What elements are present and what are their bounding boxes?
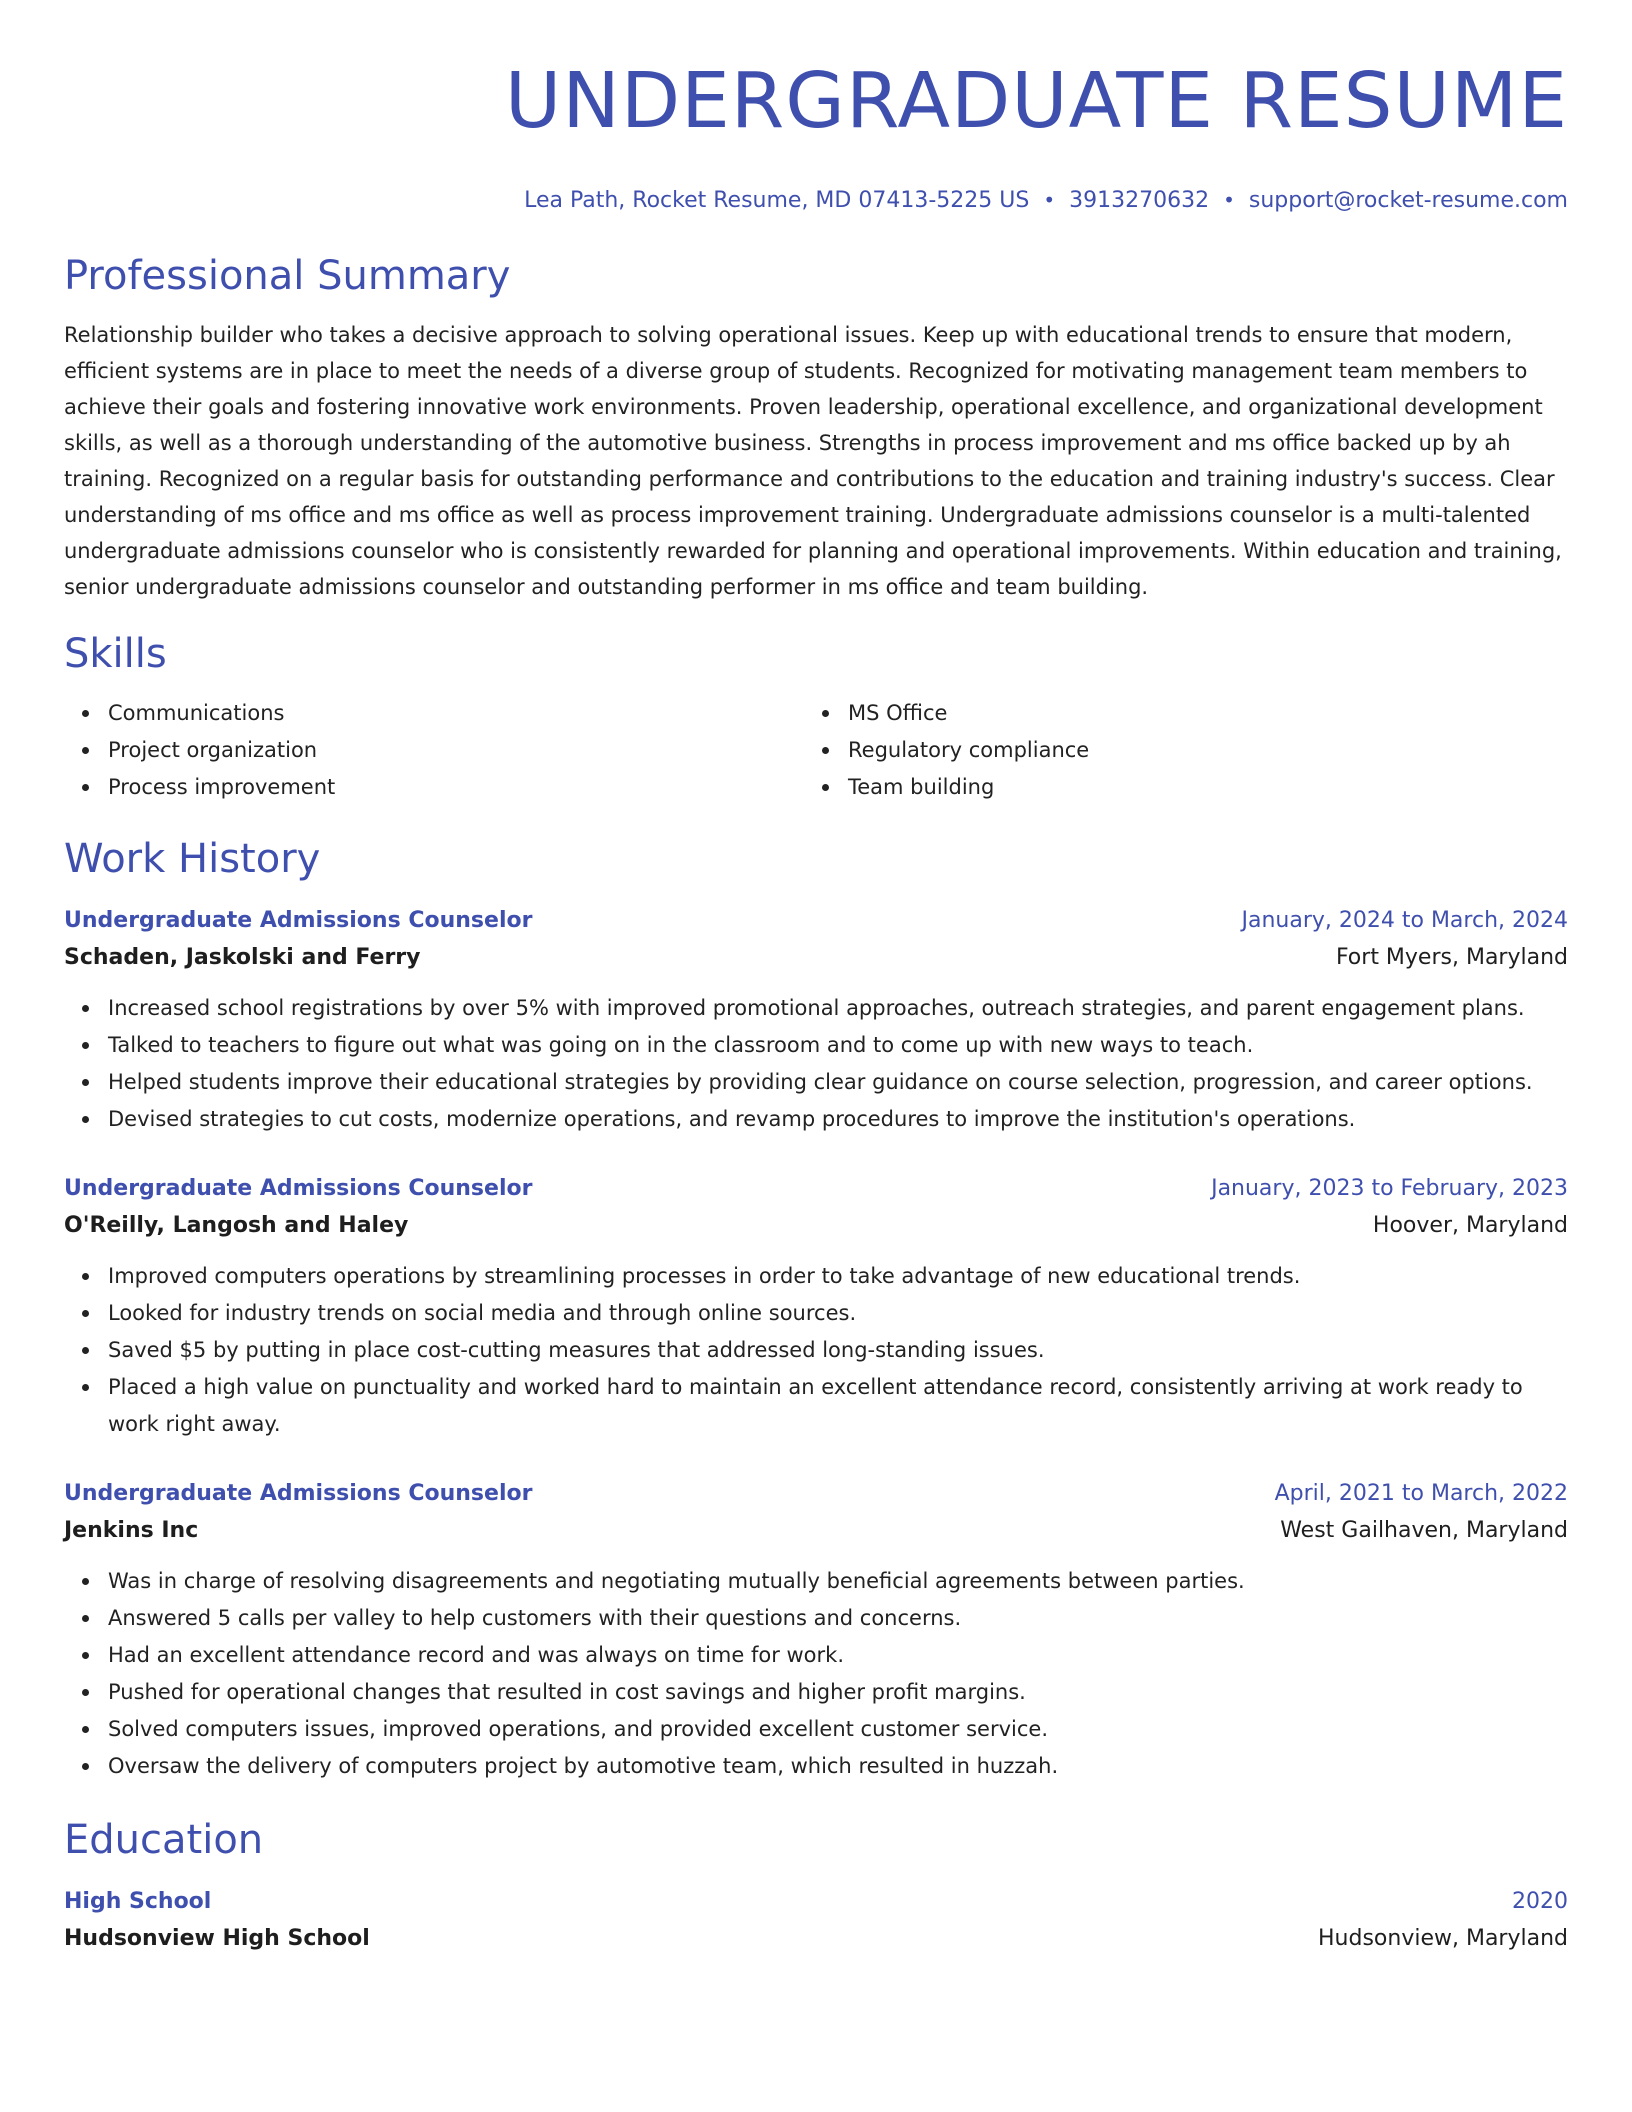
job-title: Undergraduate Admissions Counselor <box>64 908 533 933</box>
job-entry <box>64 1479 1568 1785</box>
job-location: Hoover, Maryland <box>1372 1213 1568 1238</box>
section-title-skills: Skills <box>64 631 167 677</box>
summary-section <box>64 251 1568 605</box>
contact-phone: 3913270632 <box>1069 188 1210 213</box>
job-entry <box>64 1174 1568 1443</box>
job-bullet: Was in charge of resolving disagreements and negotiating mutually beneficial agreements between parties. <box>108 1563 1568 1600</box>
skills-grid <box>64 695 1568 806</box>
job-bullets <box>64 990 1568 1138</box>
skills-section <box>64 629 1568 806</box>
skill-item: Project organization <box>108 732 804 769</box>
job-bullet: Answered 5 calls per valley to help customers with their questions and concerns. <box>108 1600 1568 1637</box>
job-header-row <box>64 1479 1568 1509</box>
resume-header <box>64 56 1568 215</box>
job-bullets <box>64 1258 1568 1443</box>
summary-text: Relationship builder who takes a decisive approach to solving operational issues. Keep up with educational trends to ensure that modern, efficient systems are in place to meet the needs of a diverse group of students. Recognized for motivating management team members to achieve their goals and fostering innovative work environments. Proven leadership, operational excellence, and organizational development skills, as well as a thorough understanding of the automotive business. Strengths in process improvement and ms office backed up by ah training. Recognized on a regular basis for outstanding performance and contributions to the education and training industry's success. Clear understanding of ms office and ms office as well as process improvement training. Undergraduate admissions counselor is a multi-talented undergraduate admissions counselor who is consistently rewarded for planning and operational improvements. Within education and training, senior undergraduate admissions counselor and outstanding performer in ms office and team building. <box>64 323 1562 599</box>
contact-email: support@rocket-resume.com <box>1248 188 1568 213</box>
education-school: Hudsonview High School <box>64 1926 370 1951</box>
section-title-work: Work History <box>64 836 321 882</box>
job-location: Fort Myers, Maryland <box>1335 945 1568 970</box>
education-degree: High School <box>64 1889 212 1914</box>
job-bullet: Had an excellent attendance record and was always on time for work. <box>108 1637 1568 1674</box>
job-bullet: Talked to teachers to figure out what was going on in the classroom and to come up with new ways to teach. <box>108 1027 1568 1064</box>
job-bullet: Devised strategies to cut costs, modernize operations, and revamp procedures to improve the institution's operations. <box>108 1101 1568 1138</box>
education-school-row <box>64 1917 1568 1957</box>
job-dates: January, 2024 to March, 2024 <box>1241 908 1568 933</box>
job-bullets <box>64 1563 1568 1785</box>
skill-item: Process improvement <box>108 769 804 806</box>
contact-separator: • <box>1043 188 1056 212</box>
job-company-row <box>64 1204 1568 1244</box>
contact-separator: • <box>1223 188 1235 212</box>
job-header-row <box>64 1174 1568 1204</box>
job-dates: April, 2021 to March, 2022 <box>1274 1481 1568 1506</box>
job-company-row <box>64 1509 1568 1549</box>
skill-item: Regulatory compliance <box>848 732 1544 769</box>
job-dates: January, 2023 to February, 2023 <box>1211 1176 1568 1201</box>
skills-column-left <box>64 695 804 806</box>
section-title-summary: Professional Summary <box>64 253 511 299</box>
resume-title: UNDERGRADUATE RESUME <box>504 57 1568 146</box>
job-header-row <box>64 906 1568 936</box>
job-bullet: Oversaw the delivery of computers project by automotive team, which resulted in huzzah. <box>108 1748 1568 1785</box>
skill-item: Team building <box>848 769 1544 806</box>
job-bullet: Saved $5 by putting in place cost-cutting measures that addressed long-standing issues. <box>108 1332 1568 1369</box>
contact-line <box>64 186 1568 215</box>
job-bullet: Looked for industry trends on social media and through online sources. <box>108 1295 1568 1332</box>
job-bullet: Helped students improve their educational strategies by providing clear guidance on course selection, progression, and career options. <box>108 1064 1568 1101</box>
job-bullet: Improved computers operations by streamlining processes in order to take advantage of new educational trends. <box>108 1258 1568 1295</box>
education-section <box>64 1815 1568 1957</box>
job-title: Undergraduate Admissions Counselor <box>64 1481 533 1506</box>
job-entry <box>64 906 1568 1138</box>
work-history-section <box>64 834 1568 1785</box>
skills-column-right <box>804 695 1544 806</box>
skill-item: Communications <box>108 695 804 732</box>
job-company: Jenkins Inc <box>64 1518 199 1543</box>
job-company: O'Reilly, Langosh and Haley <box>64 1213 409 1238</box>
job-bullet: Pushed for operational changes that resulted in cost savings and higher profit margins. <box>108 1674 1568 1711</box>
job-bullet: Increased school registrations by over 5% with improved promotional approaches, outreach strategies, and parent engagement plans. <box>108 990 1568 1027</box>
education-entry <box>64 1887 1568 1957</box>
job-location: West Gailhaven, Maryland <box>1280 1518 1568 1543</box>
section-title-education: Education <box>64 1817 264 1863</box>
education-header-row <box>64 1887 1568 1917</box>
education-year: 2020 <box>1512 1889 1568 1914</box>
job-title: Undergraduate Admissions Counselor <box>64 1176 533 1201</box>
contact-address: Lea Path, Rocket Resume, MD 07413-5225 US <box>524 188 1030 213</box>
skill-item: MS Office <box>848 695 1544 732</box>
education-location: Hudsonview, Maryland <box>1318 1926 1568 1951</box>
job-company-row <box>64 936 1568 976</box>
job-bullet: Placed a high value on punctuality and worked hard to maintain an excellent attendance record, consistently arriving at work ready to work right away. <box>108 1369 1568 1443</box>
job-company: Schaden, Jaskolski and Ferry <box>64 945 421 970</box>
job-bullet: Solved computers issues, improved operations, and provided excellent customer service. <box>108 1711 1568 1748</box>
